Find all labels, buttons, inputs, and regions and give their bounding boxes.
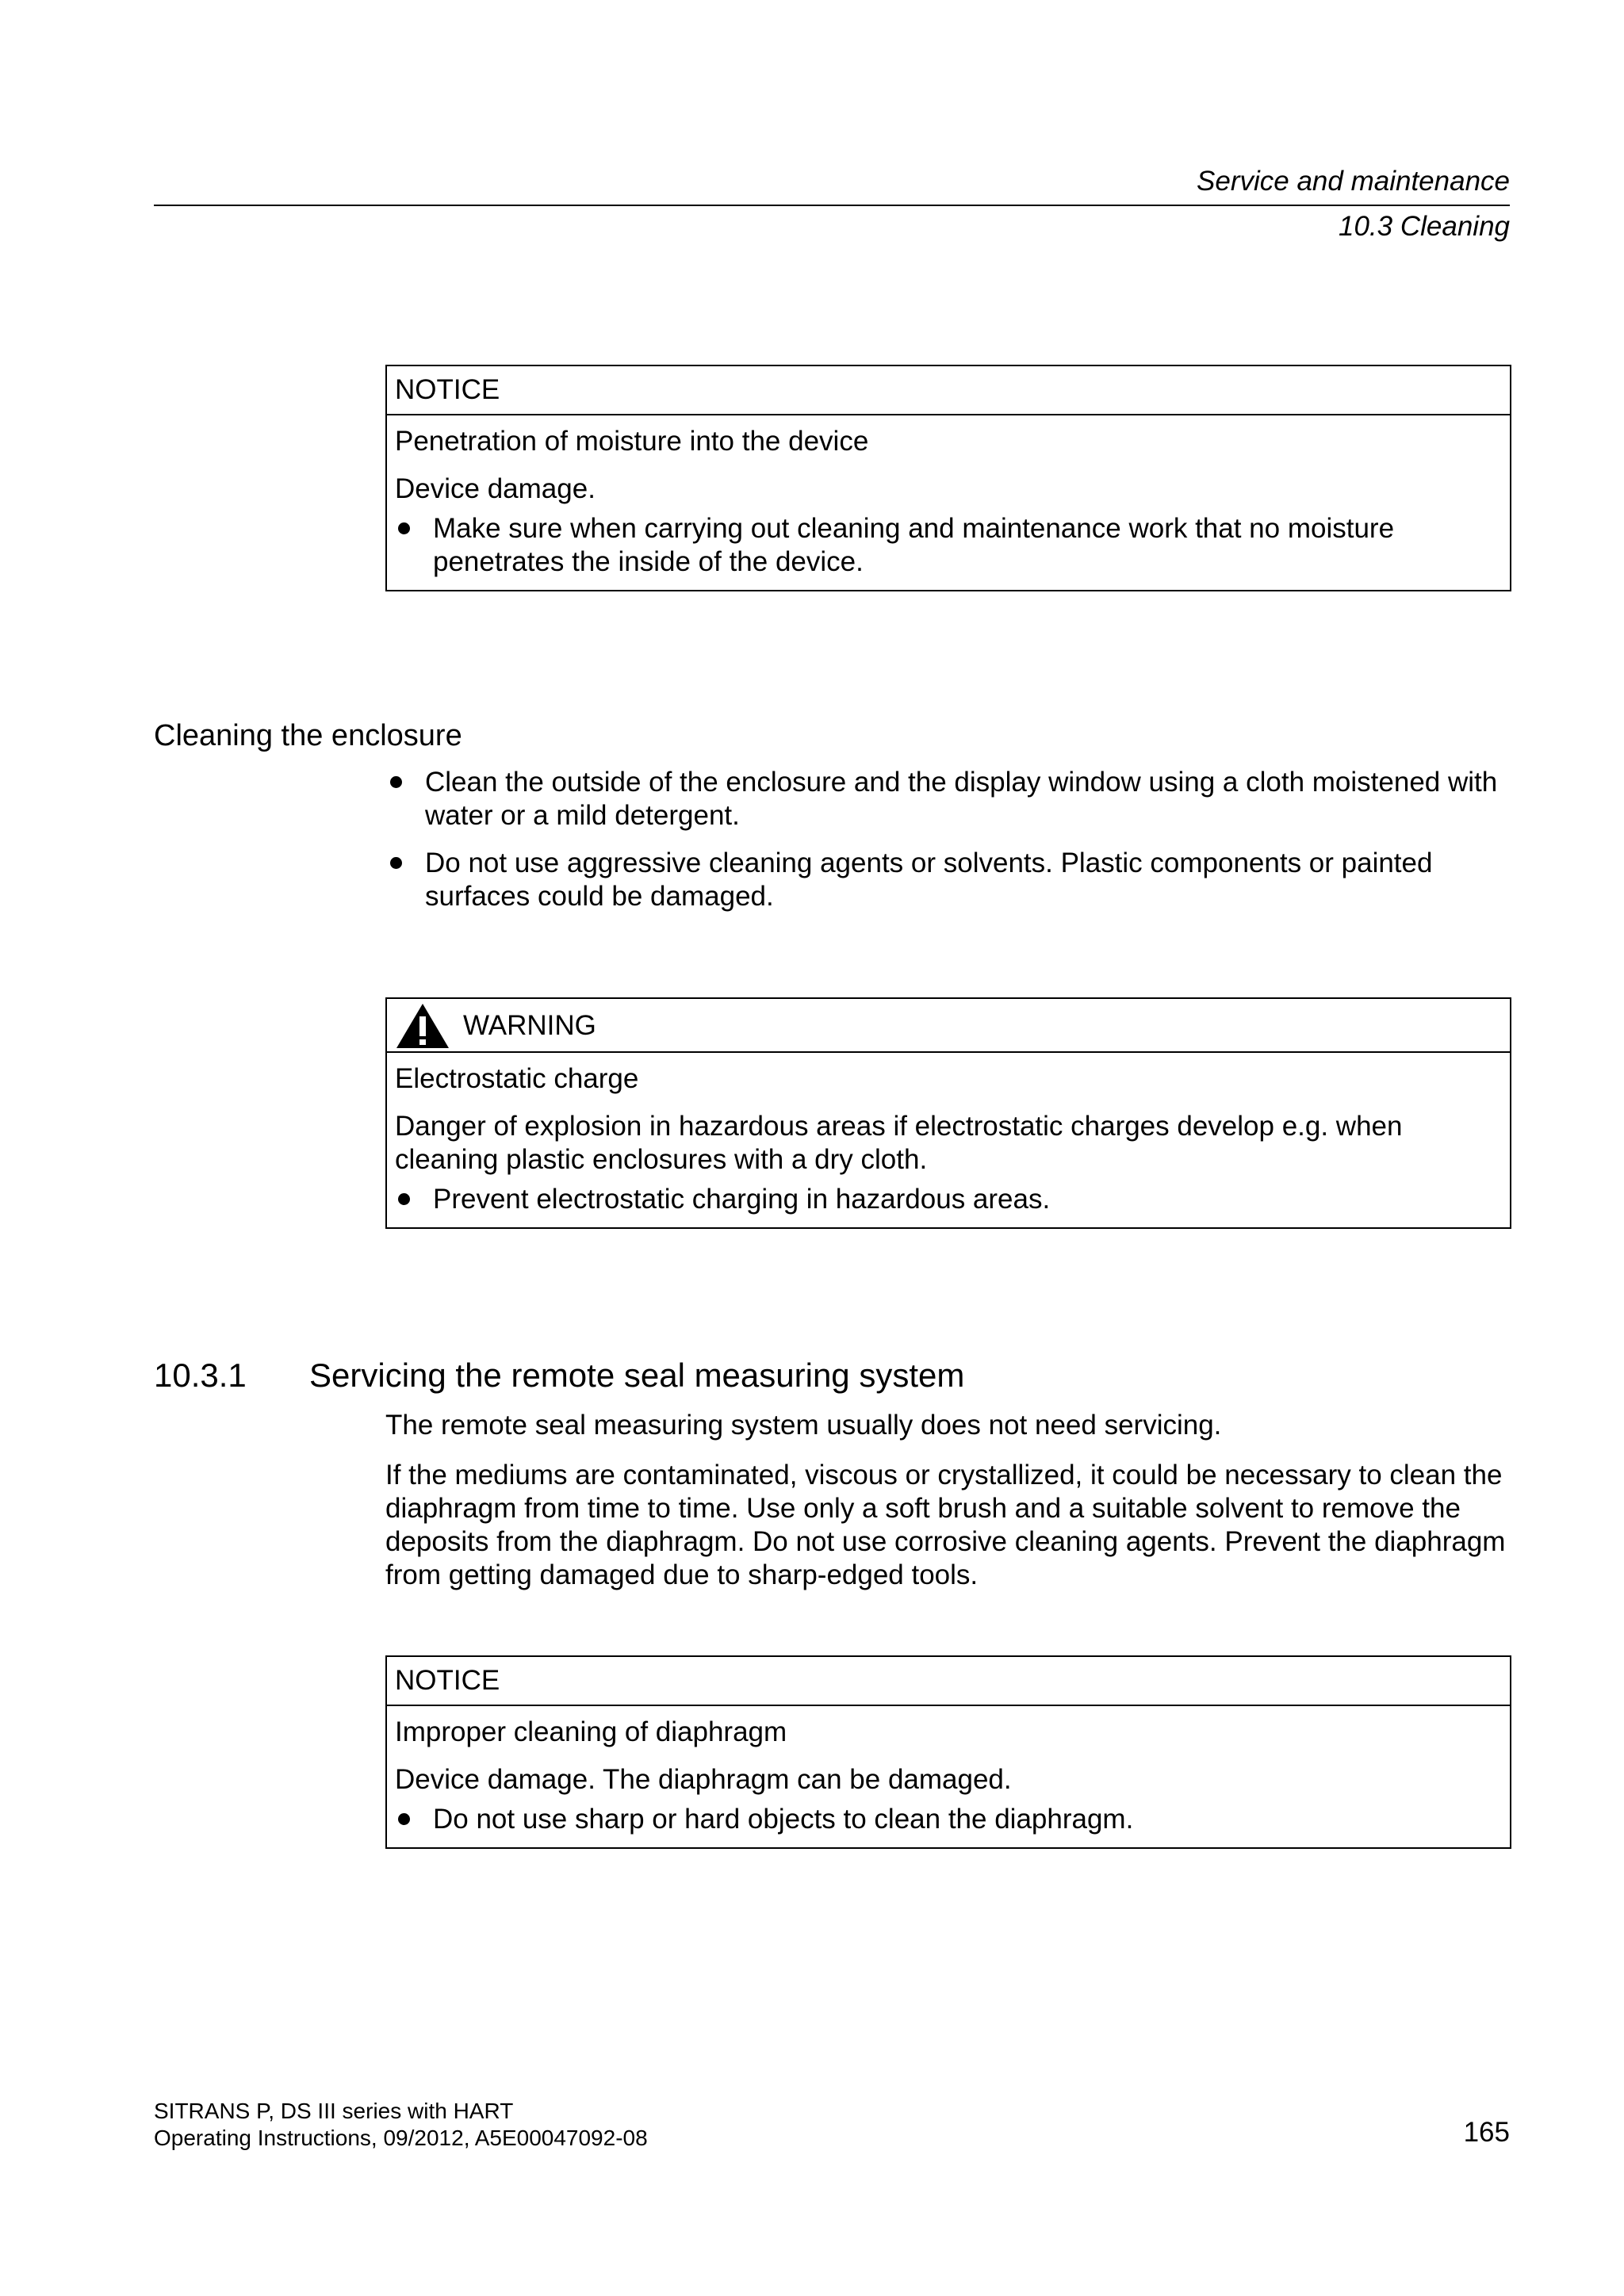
notice-header xyxy=(387,366,1510,415)
notice-box-diaphragm xyxy=(385,1655,1511,1849)
notice-title: Improper cleaning of diaphragm xyxy=(395,1716,787,1747)
notice-header xyxy=(387,1657,1510,1706)
notice-body xyxy=(387,1706,1510,1847)
enclosure-list xyxy=(377,766,1511,928)
header-chapter: Service and maintenance xyxy=(1197,166,1510,197)
warning-triangle-icon xyxy=(395,1002,450,1050)
warning-list xyxy=(395,1183,1502,1216)
notice-list xyxy=(395,1803,1502,1836)
notice-list xyxy=(395,512,1502,579)
warning-box-electrostatic xyxy=(385,997,1511,1229)
warning-header xyxy=(387,999,1510,1053)
warning-text: Danger of explosion in hazardous areas if electrostatic charges develop e.g. when cleaning plastic enclosures with a dry cloth. xyxy=(395,1111,1403,1175)
list-item: Do not use aggressive cleaning agents or solvents. Plastic components or painted surfaces could be damaged. xyxy=(377,847,1511,913)
footer-product: SITRANS P, DS III series with HART xyxy=(154,2099,514,2123)
notice-text: Device damage. The diaphragm can be damaged. xyxy=(395,1764,1012,1795)
warning-label: WARNING xyxy=(463,1010,596,1041)
page-number: 165 xyxy=(1463,2117,1510,2148)
warning-list-item: Prevent electrostatic charging in hazardous areas. xyxy=(395,1183,1502,1216)
notice-list-item: Do not use sharp or hard objects to clean the diaphragm. xyxy=(395,1803,1502,1836)
header-section: 10.3 Cleaning xyxy=(1339,211,1510,242)
notice-label: NOTICE xyxy=(395,374,500,405)
notice-box-moisture xyxy=(385,365,1511,591)
notice-label: NOTICE xyxy=(395,1665,500,1696)
footer-document: Operating Instructions, 09/2012, A5E00047092-08 xyxy=(154,2126,648,2150)
notice-body xyxy=(387,415,1510,590)
list-item: Clean the outside of the enclosure and the display window using a cloth moistened with water or a mild detergent. xyxy=(377,766,1511,832)
header-rule xyxy=(154,205,1510,206)
subheading-cleaning-enclosure: Cleaning the enclosure xyxy=(154,719,462,752)
section-title: Servicing the remote seal measuring system xyxy=(309,1357,965,1394)
notice-text: Device damage. xyxy=(395,473,596,504)
paragraph: The remote seal measuring system usually does not need servicing. xyxy=(385,1410,1222,1441)
notice-list-item: Make sure when carrying out cleaning and maintenance work that no moisture penetrates the inside of the device. xyxy=(395,512,1502,579)
notice-title: Penetration of moisture into the device xyxy=(395,426,869,457)
paragraph: If the mediums are contaminated, viscous or crystallized, it could be necessary to clean the diaphragm from time to time. Use only a soft brush and a suitable solvent to remove the deposits from the diaphragm. Do not use corrosive cleaning agents. Prevent the diaphragm from getting damaged due to sharp-edged tools. xyxy=(385,1460,1506,1590)
section-number: 10.3.1 xyxy=(154,1357,247,1394)
warning-title: Electrostatic charge xyxy=(395,1063,639,1094)
warning-body xyxy=(387,1053,1510,1227)
